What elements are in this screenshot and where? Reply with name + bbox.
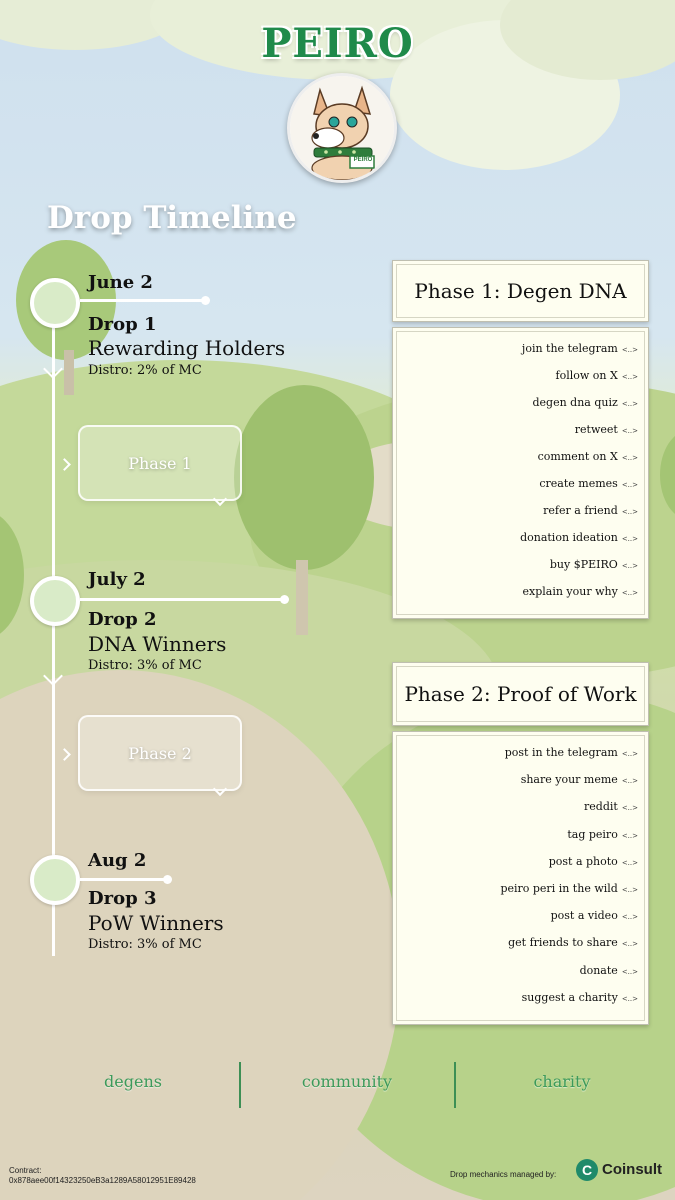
task-item <box>567 828 638 841</box>
task-item <box>520 531 638 544</box>
task-item <box>538 450 638 463</box>
phase-1-box <box>78 425 242 501</box>
task-item <box>533 396 639 409</box>
expand-arrow-icon: <..> <box>621 400 638 408</box>
footer-charity: charity <box>533 1072 591 1091</box>
phase-1-task-list <box>392 327 649 619</box>
task-label: share your meme <box>520 773 618 787</box>
phase-title: Phase 2: Proof of Work <box>404 682 637 706</box>
peiro-logo <box>287 73 397 183</box>
timeline-connector <box>80 299 206 302</box>
divider <box>454 1062 456 1108</box>
drop-distro: Distro: 3% of MC <box>88 937 202 952</box>
divider <box>239 1062 241 1108</box>
task-item <box>522 585 638 598</box>
expand-arrow-icon: <..> <box>621 967 638 976</box>
task-label: tag peiro <box>567 827 618 841</box>
expand-arrow-icon: <..> <box>621 777 638 786</box>
brand-title: PEIRO <box>261 20 414 67</box>
task-item <box>500 882 638 895</box>
timeline-connector <box>80 598 286 601</box>
task-item <box>575 423 638 436</box>
task-label: join the telegram <box>521 342 618 355</box>
drop-date: June 2 <box>88 272 153 293</box>
drop-title: Drop 3 <box>88 888 157 909</box>
drop-title: Drop 2 <box>88 609 157 630</box>
phase-title: Phase 1: Degen DNA <box>414 279 627 303</box>
expand-arrow-icon: <..> <box>621 454 638 462</box>
drop-name: DNA Winners <box>88 632 227 656</box>
phase-2-title-card <box>392 662 649 726</box>
expand-arrow-icon: <..> <box>621 346 638 354</box>
timeline-node <box>30 278 80 328</box>
contract-label: Contract: <box>9 1166 42 1175</box>
task-label: peiro peri in the wild <box>500 882 618 895</box>
connector-dot <box>201 296 210 305</box>
expand-arrow-icon: <..> <box>621 940 638 949</box>
contract-info <box>9 1166 196 1186</box>
task-item <box>508 936 638 949</box>
expand-arrow-icon: <..> <box>621 913 638 922</box>
task-item <box>556 369 639 382</box>
task-label: get friends to share <box>508 936 618 950</box>
phase-2-task-list <box>392 731 649 1025</box>
task-item <box>505 746 638 759</box>
expand-arrow-icon: <..> <box>621 831 638 840</box>
phase-label: Phase 1 <box>128 453 192 473</box>
connector-dot <box>280 595 289 604</box>
managed-by-label: Drop mechanics managed by: <box>450 1170 557 1179</box>
timeline-node <box>30 576 80 626</box>
contract-address[interactable]: 0x878aee00f14323250eB3a1289A58012951E89428 <box>9 1176 196 1185</box>
task-label: follow on X <box>555 369 618 382</box>
task-label: donate <box>579 963 618 977</box>
footer-degens: degens <box>104 1072 162 1091</box>
tree-trunk <box>64 350 74 395</box>
task-label: post a video <box>550 909 618 923</box>
drop-name: PoW Winners <box>88 911 224 935</box>
tree-trunk <box>296 560 308 635</box>
expand-arrow-icon: <..> <box>621 994 638 1003</box>
task-item <box>521 773 638 786</box>
task-item <box>580 964 638 977</box>
expand-arrow-icon: <..> <box>621 481 638 489</box>
timeline-node <box>30 855 80 905</box>
expand-arrow-icon: <..> <box>621 886 638 894</box>
timeline-heading: Drop Timeline <box>47 200 297 236</box>
task-label: explain your why <box>522 585 618 598</box>
expand-arrow-icon: <..> <box>621 562 638 570</box>
drop-name: Rewarding Holders <box>88 336 286 360</box>
task-item <box>539 477 638 490</box>
task-label: retweet <box>574 423 618 436</box>
expand-arrow-icon: <..> <box>621 804 638 813</box>
drop-title: Drop 1 <box>88 314 157 335</box>
task-label: refer a friend <box>543 504 618 517</box>
expand-arrow-icon: <..> <box>621 535 638 543</box>
coinsult-logo-icon: C <box>576 1159 598 1181</box>
footer-community: community <box>301 1072 393 1091</box>
dog-mascot-icon <box>290 76 394 180</box>
task-label: donation ideation <box>520 531 618 544</box>
drop-distro: Distro: 2% of MC <box>88 363 202 378</box>
task-label: comment on X <box>537 450 618 463</box>
tree <box>234 385 374 570</box>
expand-arrow-icon: <..> <box>621 508 638 516</box>
task-label: buy $PEIRO <box>549 558 618 571</box>
task-label: post in the telegram <box>504 746 618 759</box>
expand-arrow-icon: <..> <box>621 589 638 597</box>
coinsult-name: Coinsult <box>602 1161 662 1178</box>
expand-arrow-icon: <..> <box>621 427 638 435</box>
phase-2-box <box>78 715 242 791</box>
task-item <box>551 909 638 922</box>
phase-1-title-card <box>392 260 649 322</box>
drop-distro: Distro: 3% of MC <box>88 658 202 673</box>
task-item <box>550 558 638 571</box>
expand-arrow-icon: <..> <box>621 750 638 758</box>
task-item <box>522 342 638 355</box>
drop-date: Aug 2 <box>88 850 147 871</box>
task-label: degen dna quiz <box>532 396 618 409</box>
task-item <box>549 855 638 868</box>
connector-dot <box>163 875 172 884</box>
task-item <box>584 800 638 813</box>
expand-arrow-icon: <..> <box>621 373 638 381</box>
phase-label: Phase 2 <box>128 743 192 763</box>
task-label: suggest a charity <box>521 990 618 1004</box>
collar-tag-text: PEIRO <box>353 157 373 163</box>
timeline-connector <box>80 878 168 881</box>
drop-date: July 2 <box>88 569 146 590</box>
task-item <box>522 991 638 1004</box>
task-item <box>543 504 638 517</box>
task-label: reddit <box>584 800 618 814</box>
expand-arrow-icon: <..> <box>621 858 638 867</box>
task-label: create memes <box>539 477 618 490</box>
task-label: post a photo <box>548 854 618 868</box>
